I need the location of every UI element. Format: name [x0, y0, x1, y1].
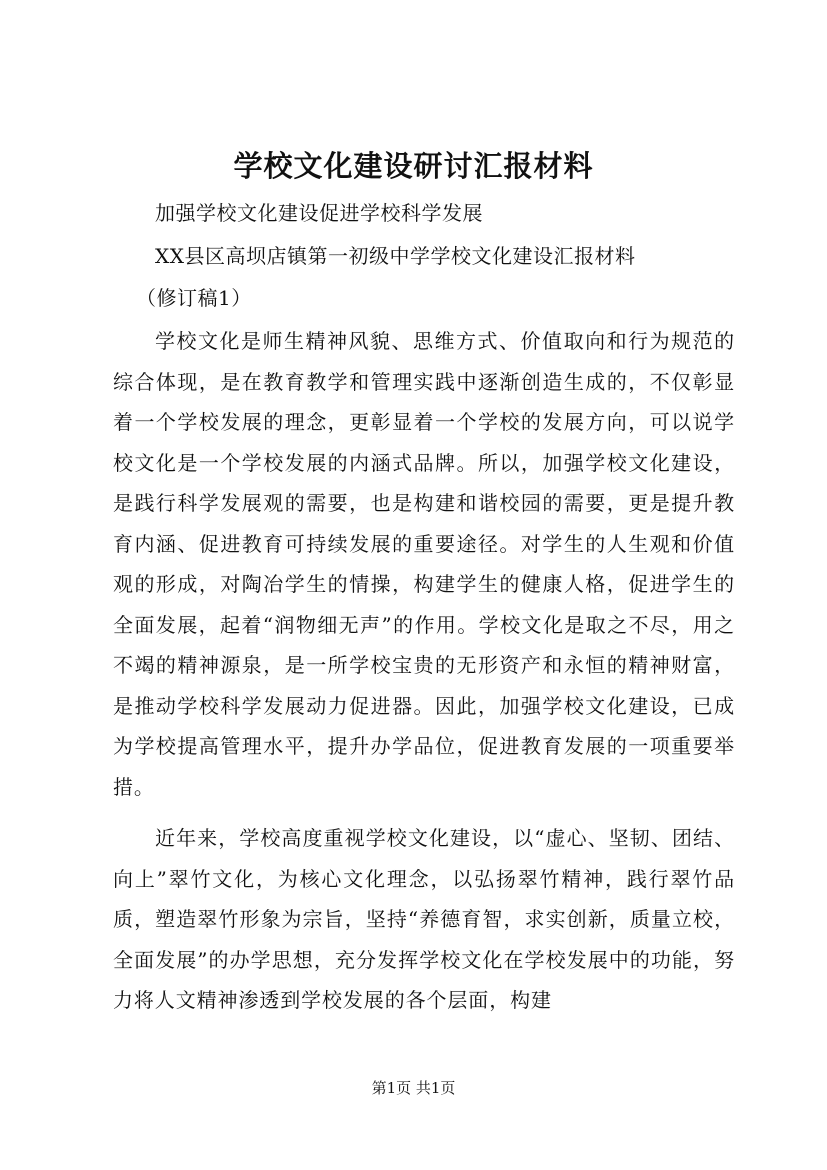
page-footer: 第1页 共1页	[371, 1079, 456, 1097]
document-subtitle: 加强学校文化建设促进学校科学发展	[155, 201, 483, 225]
body-paragraph: 学校文化是师生精神风貌、思维方式、价值取向和行为规范的综合体现，是在教育教学和管理实践中逐渐创造生成的，不仅彰显着一个学校发展的理念，更彰显着一个学校的发展方向，可以说学校文化是一个学校发展的内涵式品牌。所以，加强学校文化建设，是践行科学发展观的需要，也是构建和谐校园的需要，更是提升教育内涵、促进教育可持续发展的重要途径。对学生的人生观和价值观的形成，对陶冶学生的情操，构建学生的健康人格，促进学生的全面发展，起着“润物细无声”的作用。学校文化是取之不尽，用之不竭的精神源泉，是一所学校宝贵的无形资产和永恒的精神财富，是推动学校科学发展动力促进器。因此，加强学校文化建设，已成为学校提高管理水平，提升办学品位，促进教育发展的一项重要举措。	[113, 329, 735, 799]
body-paragraph: 近年来，学校高度重视学校文化建设，以“虚心、坚韧、团结、向上”翠竹文化，为核心文化理念，以弘扬翠竹精神，践行翠竹品质，塑造翠竹形象为宗旨，坚持“养德育智，求实创新，质量立校，全面发展”的办学思想，充分发挥学校文化在学校发展中的功能，努力将人文精神渗透到学校发展的各个层面，构建	[113, 826, 735, 1012]
document-title: 学校文化建设研讨汇报材料	[233, 149, 594, 183]
school-report-line: XX县区高坝店镇第一初级中学学校文化建设汇报材料	[155, 244, 636, 268]
revision-note: （修订稿1）	[136, 286, 252, 310]
